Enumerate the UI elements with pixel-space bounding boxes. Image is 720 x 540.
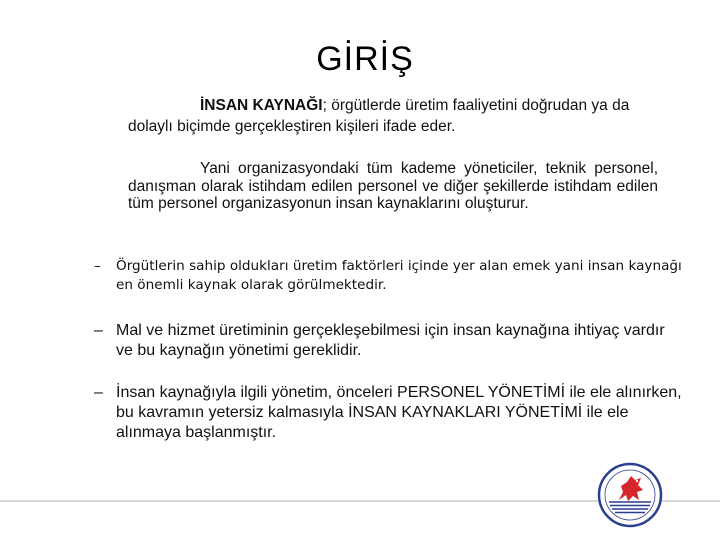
definition-paragraph [128,160,658,213]
university-emblem-icon [597,462,663,528]
intro-paragraph [128,95,658,137]
intro-text: ; örgütlerde üretim faaliyetini doğrudan ya da dolaylı biçimde gerçekleştiren kişileri ifade eder. [128,97,630,135]
bullet-dash: – [94,384,103,401]
bullet-item [94,257,684,295]
slide-title: GİRİŞ [316,40,414,78]
definition-text: Yani organizasyondaki tüm kademe yöneticiler, teknik personel, danışman olarak istihdam edilen personel ve diğer şekillerde istihdam edilen tüm personel organizasyonun insan kaynaklarını oluşturur. [128,160,658,212]
intro-bold-term: İNSAN KAYNAĞI [200,97,323,114]
bullet-text: Örgütlerin sahip oldukları üretim faktörleri içinde yer alan emek yani insan kaynağı en önemli kaynak olarak görülmektedir. [116,258,682,293]
bullet-dash: – [94,322,103,339]
bullet-item [94,383,684,443]
bullet-dash: – [94,258,101,274]
bullet-item [94,321,684,361]
bullet-text: İnsan kaynağıyla ilgili yönetim, önceleri PERSONEL YÖNETİMİ ile ele alınırken, bu kavramın yetersiz kalmasıyla İNSAN KAYNAKLARI YÖNETİMİ ile ele alınmaya başlanmıştır. [116,384,682,441]
bullet-text: Mal ve hizmet üretiminin gerçekleşebilmesi için insan kaynağına ihtiyaç vardır ve bu kaynağın yönetimi gereklidir. [116,322,665,359]
